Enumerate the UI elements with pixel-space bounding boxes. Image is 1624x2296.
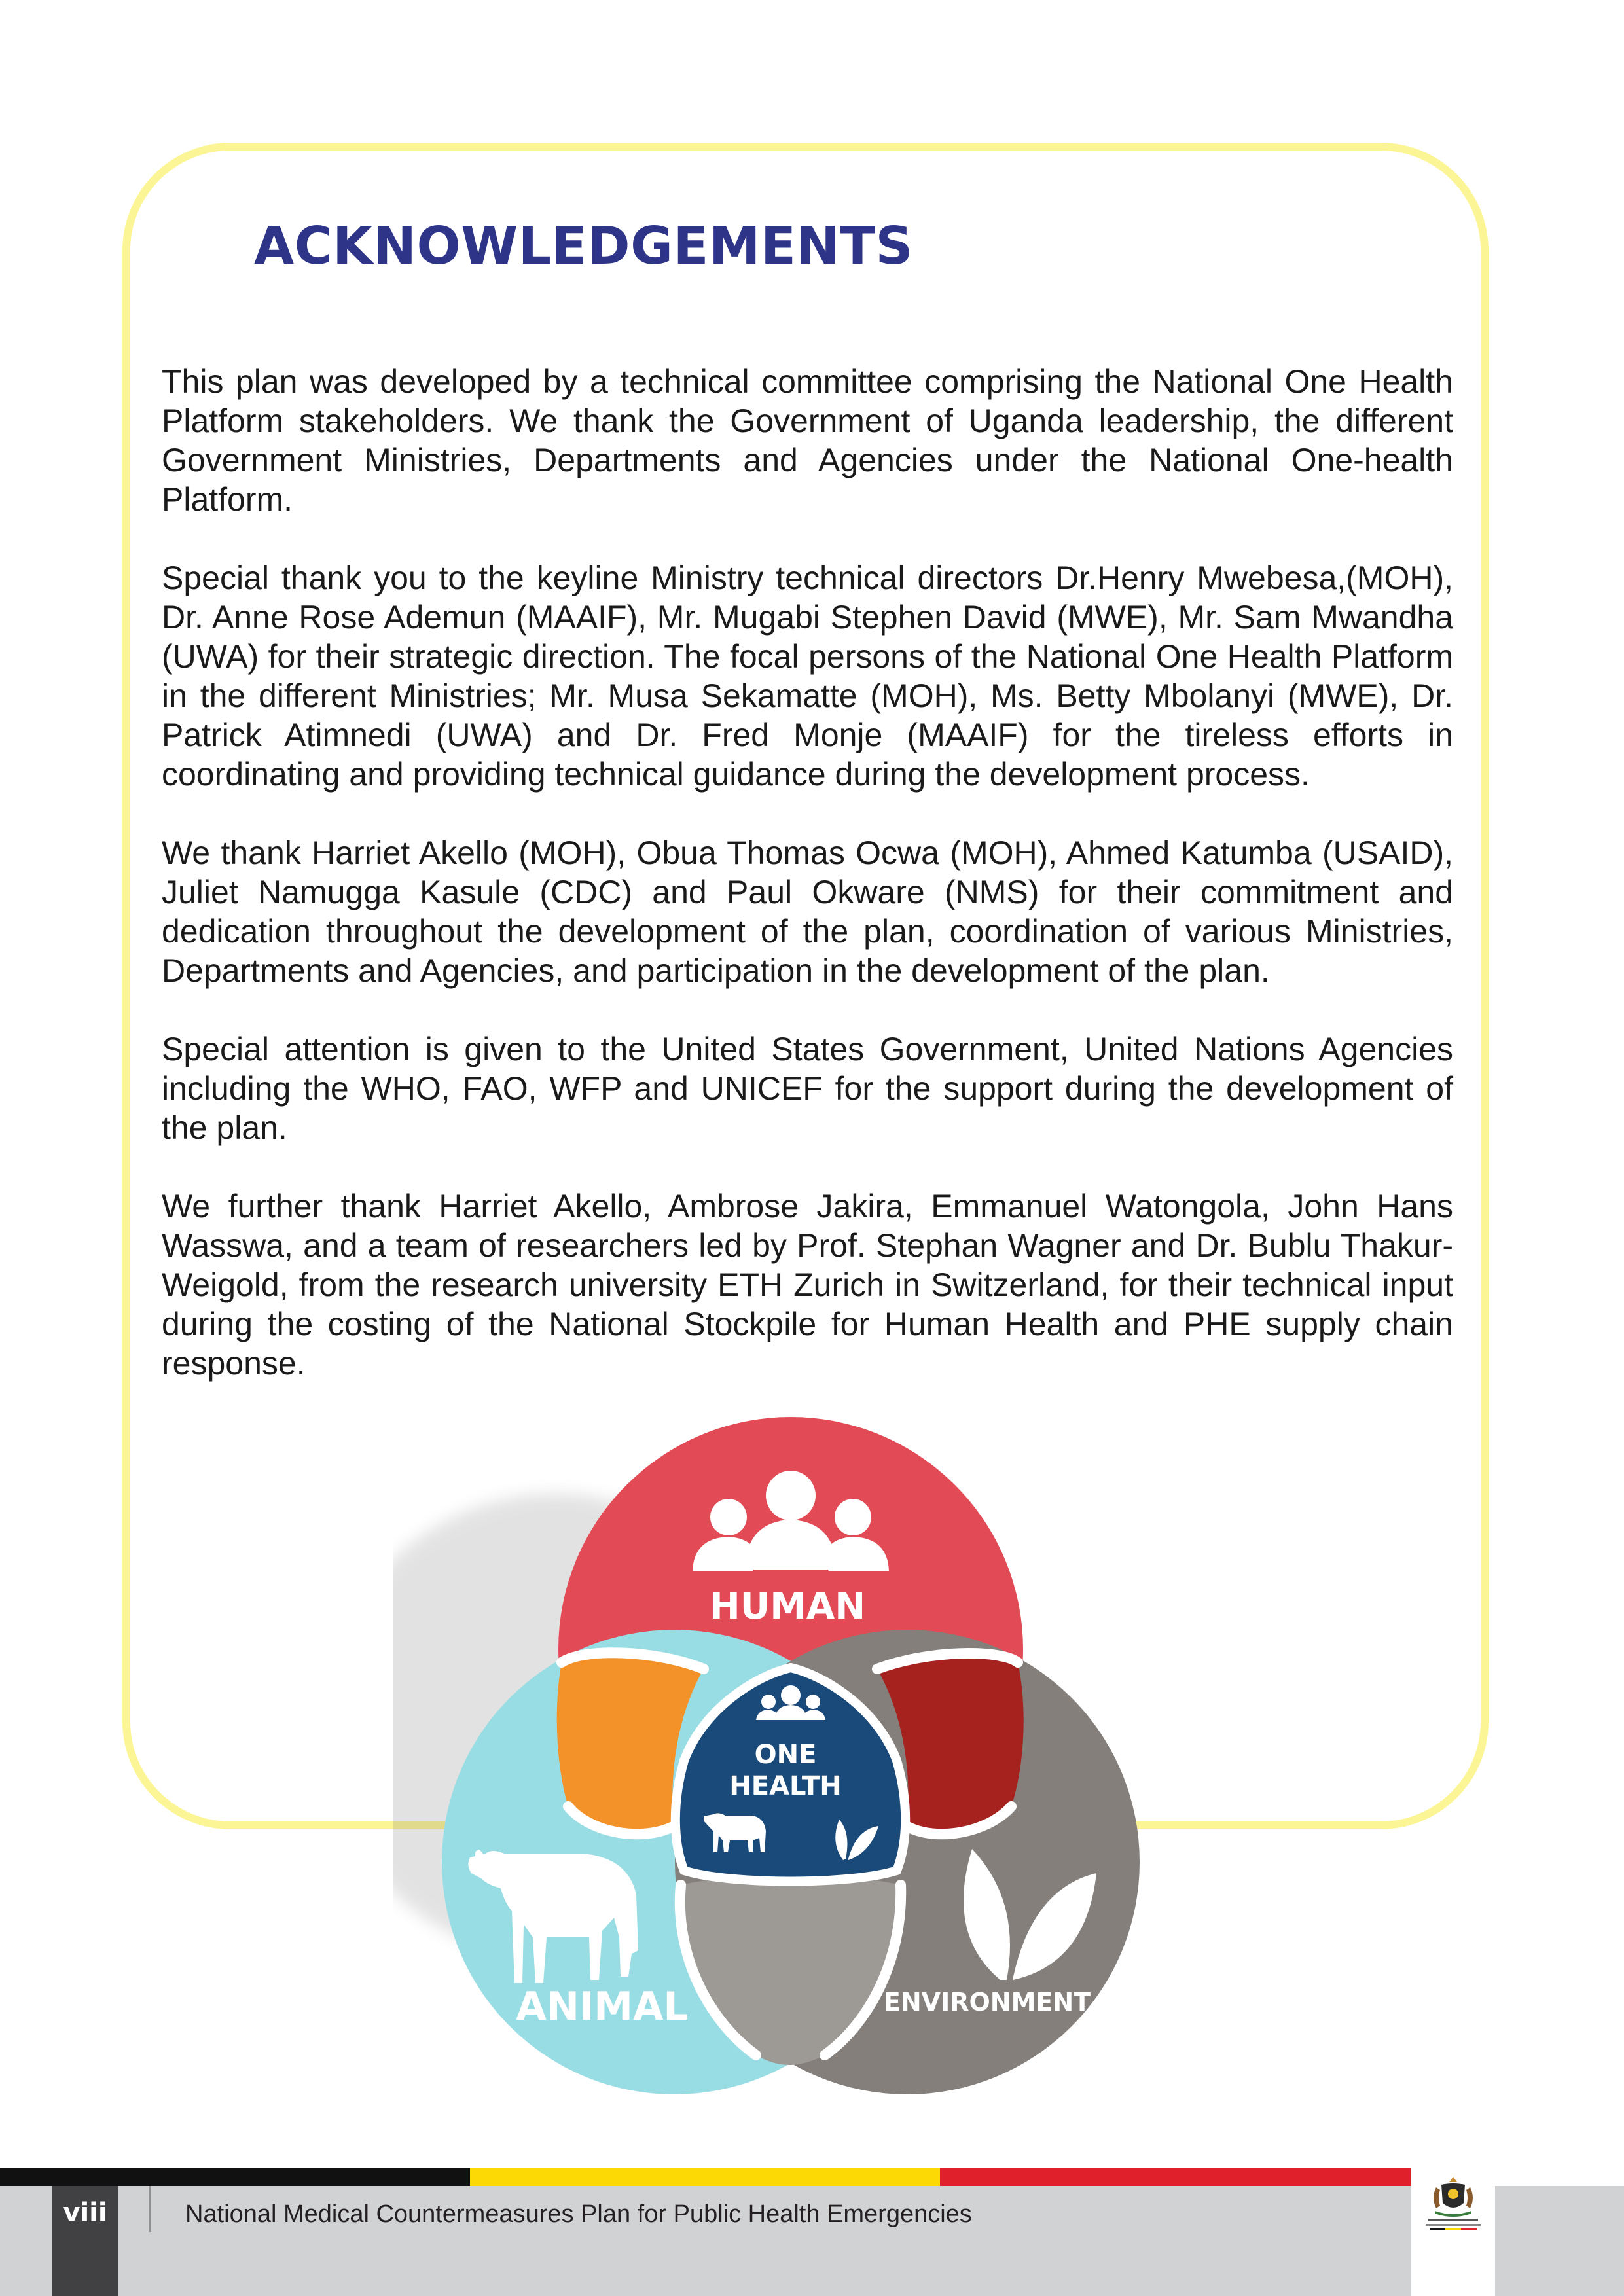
paragraph-1: This plan was developed by a technical committee comprising the National One Health Platform stakeholders. We thank the Government of Uganda leadership, the different Government Ministries, Departments and Agencies under the National One-health Platform.	[162, 363, 1453, 518]
footer-stripe-red	[940, 2168, 1411, 2186]
animal-label: ANIMAL	[516, 1984, 689, 2030]
paragraph-2: Special thank you to the keyline Ministry technical directors Dr.Henry Mwebesa,(MOH), Dr. Anne Rose Ademun (MAAIF), Mr. Mugabi Stephen David (MWE), Mr. Sam Mwandha (UWA) for their strategic direction. The focal persons of the National One Health Platform in the different Ministries; Mr. Musa Sekamatte (MOH), Ms. Betty Mbolanyi (MWE), Dr. Patrick Atimnedi (UWA) and Dr. Fred Monje (MAAIF) for the tireless efforts in coordinating and providing technical guidance during the development process.	[162, 560, 1453, 793]
acknowledgements-body	[162, 362, 1453, 1422]
footer-stripe-yellow	[470, 2168, 940, 2186]
human-label: HUMAN	[709, 1585, 866, 1628]
uganda-coat-of-arms-seal	[1416, 2172, 1490, 2244]
center-label-line1: ONE	[754, 1740, 817, 1770]
footer-document-title: National Medical Countermeasures Plan for Public Health Emergencies	[185, 2200, 972, 2228]
one-health-diagram	[393, 1414, 1244, 2160]
page-title: ACKNOWLEDGEMENTS	[254, 216, 913, 276]
environment-label: ENVIRONMENT	[883, 1988, 1091, 2017]
paragraph-5: We further thank Harriet Akello, Ambrose Jakira, Emmanuel Watongola, John Hans Wasswa, and a team of researchers led by Prof. Stephan Wagner and Dr. Bublu Thakur-Weigold, from the research university ETH Zurich in Switzerland, for their technical input during the costing of the National Stockpile for Human Health and PHE supply chain response.	[162, 1188, 1453, 1382]
page-number: viii	[63, 2198, 107, 2228]
footer-stripe-black	[0, 2168, 470, 2186]
paragraph-4: Special attention is given to the United States Government, United Nations Agencies including the WHO, FAO, WFP and UNICEF for the support during the development of the plan.	[162, 1031, 1453, 1146]
footer-divider	[149, 2186, 151, 2232]
paragraph-3: We thank Harriet Akello (MOH), Obua Thomas Ocwa (MOH), Ahmed Katumba (USAID), Juliet Namugga Kasule (CDC) and Paul Okware (NMS) for their commitment and dedication throughout the development of the plan, coordination of various Ministries, Departments and Agencies, and participation in the development of the plan.	[162, 834, 1453, 989]
center-label-line2: HEALTH	[729, 1771, 842, 1801]
